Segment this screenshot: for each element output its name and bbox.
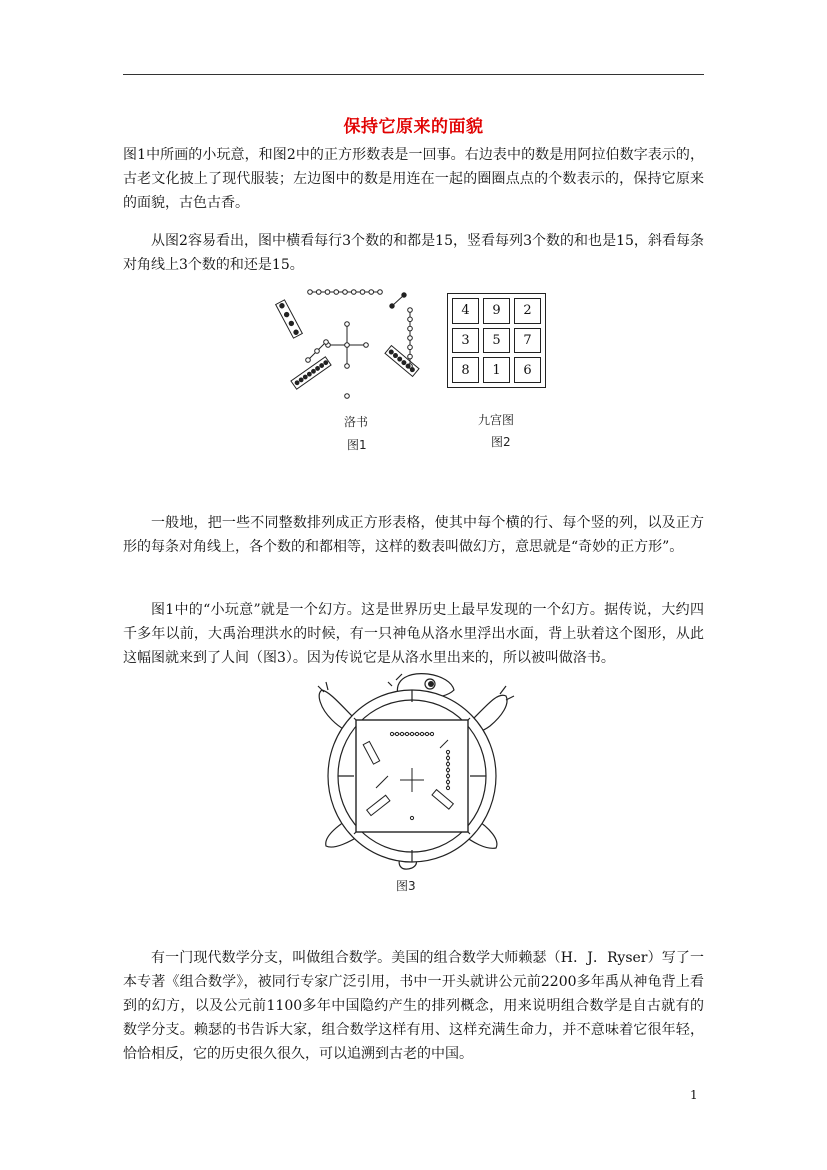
turtle-illustration [310,668,515,878]
grid-cell: 6 [514,357,541,383]
header-rule [123,74,704,75]
grid-cell: 3 [452,328,479,354]
paragraph-3: 一般地，把一些不同整数排列成正方形表格，使其中每个横的行、每个竖的列，以及正方形的每条对角线上，各个数的和都相等，这样的数表叫做幻方，意思就是“奇妙的正方形”。 [123,515,704,555]
grid-cell: 8 [452,357,479,383]
grid-cell: 4 [452,298,479,324]
figure2-label: 图2 [491,435,511,449]
grid-cell: 5 [483,328,510,354]
figure2-name: 九宫图 [478,413,515,427]
paragraph-4: 图1中的“小玩意”就是一个幻方。这是世界历史上最早发现的一个幻方。据传说，大约四千多年以前，大禹治理洪水的时候，有一只神龟从洛水里浮出水面，背上驮着这个图形，从此这幅图就来到了人间（图3）。因为传说它是从洛水里出来的，所以被叫做洛书。 [123,602,704,666]
figure1-label: 图1 [347,438,367,452]
grid-cell: 1 [483,357,510,383]
page-number: 1 [690,1088,698,1102]
page-title: 保持它原来的面貌 [343,117,484,137]
paragraph-2: 从图2容易看出，图中横看每行3个数的和都是15，竖看每列3个数的和也是15，斜看每条对角线上3个数的和还是15。 [123,233,704,273]
grid-cell: 2 [514,298,541,324]
grid-cell: 9 [483,298,510,324]
paragraph-1: 图1中所画的小玩意，和图2中的正方形数表是一回事。右边表中的数是用阿拉伯数字表示的，古老文化披上了现代服装；左边图中的数是用连在一起的圈圈点点的个数表示的，保持它原来的面貌，古色古香。 [123,147,704,211]
luoshu-diagram [270,284,430,406]
figure1-name: 洛书 [344,415,369,429]
figure3-label: 图3 [396,879,416,893]
paragraph-5: 有一门现代数学分支，叫做组合数学。美国的组合数学大师赖瑟（H．J．Ryser）写了一本专著《组合数学》，被同行专家广泛引用，书中一开头就讲公元前2200多年禹从神龟背上看到的幻方，以及公元前1100多年中国隐约产生的排列概念，用来说明组合数学是自古就有的数学分支。赖瑟的书告诉大家，组合数学这样有用、这样充满生命力，并不意味着它很年轻，恰恰相反，它的历史很久很久，可以追溯到古老的中国。 [123,950,704,1062]
magic-square-grid [447,293,546,388]
grid-cell: 7 [514,328,541,354]
